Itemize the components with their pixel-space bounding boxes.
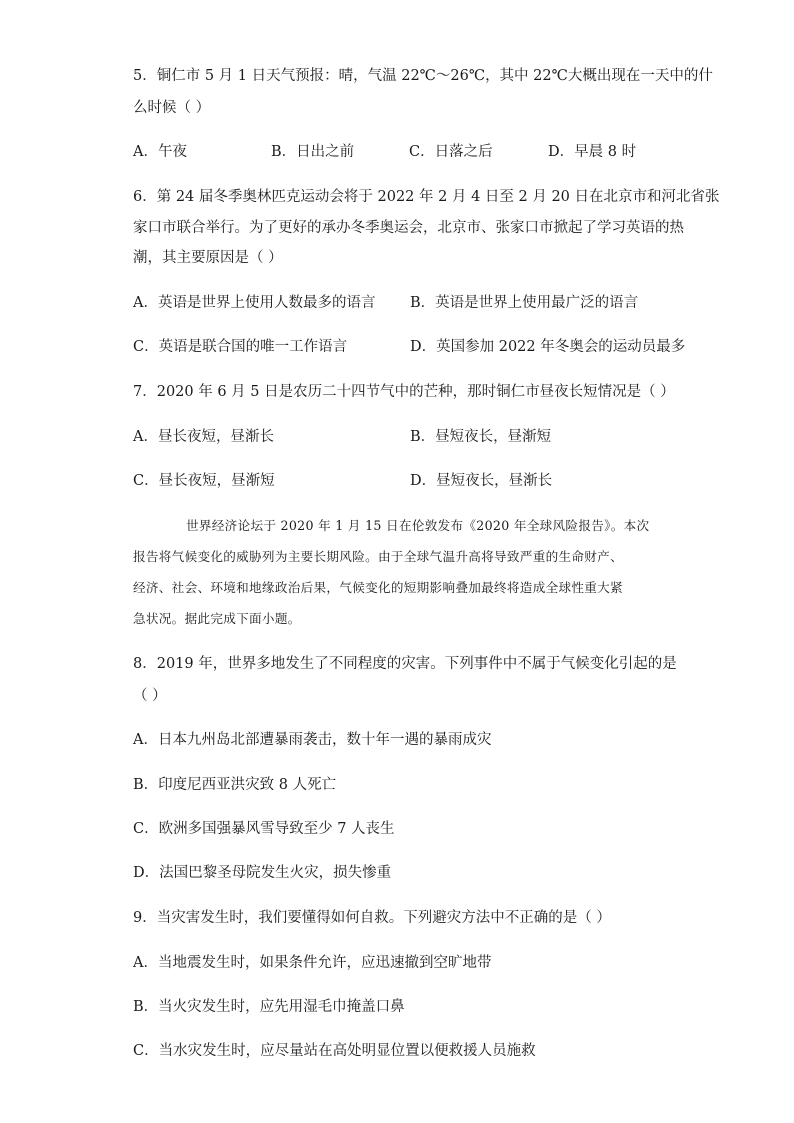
q7-option-c: C．昼长夜短，昼渐短: [133, 473, 275, 489]
q8-option-c: C．欧洲多国强暴风雪导致至少 7 人丧生: [133, 821, 395, 837]
q5-option-c: C．日落之后: [409, 144, 493, 160]
passage-line3: 经济、社会、环境和地缘政治后果，气候变化的短期影响叠加最终将造成全球性重大紧: [133, 580, 623, 595]
q7-option-b: B．昼短夜长，昼渐短: [410, 429, 552, 445]
q7-option-a: A．昼长夜短，昼渐长: [133, 429, 274, 445]
q5-option-b: B．日出之前: [271, 144, 355, 160]
q9-option-a: A．当地震发生时，如果条件允许，应迅速撤到空旷地带: [133, 955, 492, 971]
q5-option-d: D．早晨 8 时: [548, 144, 637, 160]
q6-stem-line2: 家口市联合举行。为了更好的承办冬季奥运会，北京市、张家口市掀起了学习英语的热: [133, 220, 684, 236]
q9-option-b: B．当火灾发生时，应先用湿毛巾掩盖口鼻: [133, 999, 405, 1015]
q5-stem-line2: 么时候（ ）: [133, 100, 211, 116]
q6-option-b: B．英语是世界上使用最广泛的语言: [410, 295, 639, 311]
passage-line1: 世界经济论坛于 2020 年 1 月 15 日在伦敦发布《2020 年全球风险报告》。本次: [186, 518, 650, 533]
q8-option-d: D．法国巴黎圣母院发生火灾，损失惨重: [133, 865, 392, 881]
q8-stem-line2: （ ）: [133, 688, 167, 704]
q7-stem-line1: 7．2020 年 6 月 5 日是农历二十四节气中的芒种，那时铜仁市昼夜长短情况是（ ）: [133, 384, 675, 400]
q9-option-c: C．当水灾发生时，应尽量站在高处明显位置以便救援人员施救: [133, 1043, 536, 1059]
q6-stem-line3: 潮，其主要原因是（ ）: [133, 250, 283, 266]
passage-line2: 报告将气候变化的威胁列为主要长期风险。由于全球气温升高将导致严重的生命财产、: [133, 549, 623, 564]
q5-option-a: A．午夜: [133, 144, 187, 160]
q6-stem-line1: 6．第 24 届冬季奥林匹克运动会将于 2022 年 2 月 4 日至 2 月 20 日在北京市和河北省张: [133, 189, 720, 205]
q8-option-a: A．日本九州岛北部遭暴雨袭击，数十年一遇的暴雨成灾: [133, 732, 492, 748]
q5-stem-line1: 5．铜仁市 5 月 1 日天气预报：晴，气温 22℃～26℃，其中 22℃大概出现在一天中的什: [133, 68, 713, 84]
passage-line4: 急状况。据此完成下面小题。: [133, 611, 301, 626]
q6-option-c: C．英语是联合国的唯一工作语言: [133, 339, 348, 355]
q7-option-d: D．昼短夜长，昼渐长: [410, 473, 553, 489]
q9-stem-line1: 9．当灾害发生时，我们要懂得如何自救。下列避灾方法中不正确的是（ ）: [133, 910, 611, 926]
q8-option-b: B．印度尼西亚洪灾致 8 人死亡: [133, 777, 337, 793]
q8-stem-line1: 8．2019 年，世界多地发生了不同程度的灾害。下列事件中不属于气候变化引起的是: [133, 656, 677, 672]
q6-option-a: A．英语是世界上使用人数最多的语言: [133, 295, 376, 311]
q6-option-d: D．英国参加 2022 年冬奥会的运动员最多: [410, 339, 686, 355]
